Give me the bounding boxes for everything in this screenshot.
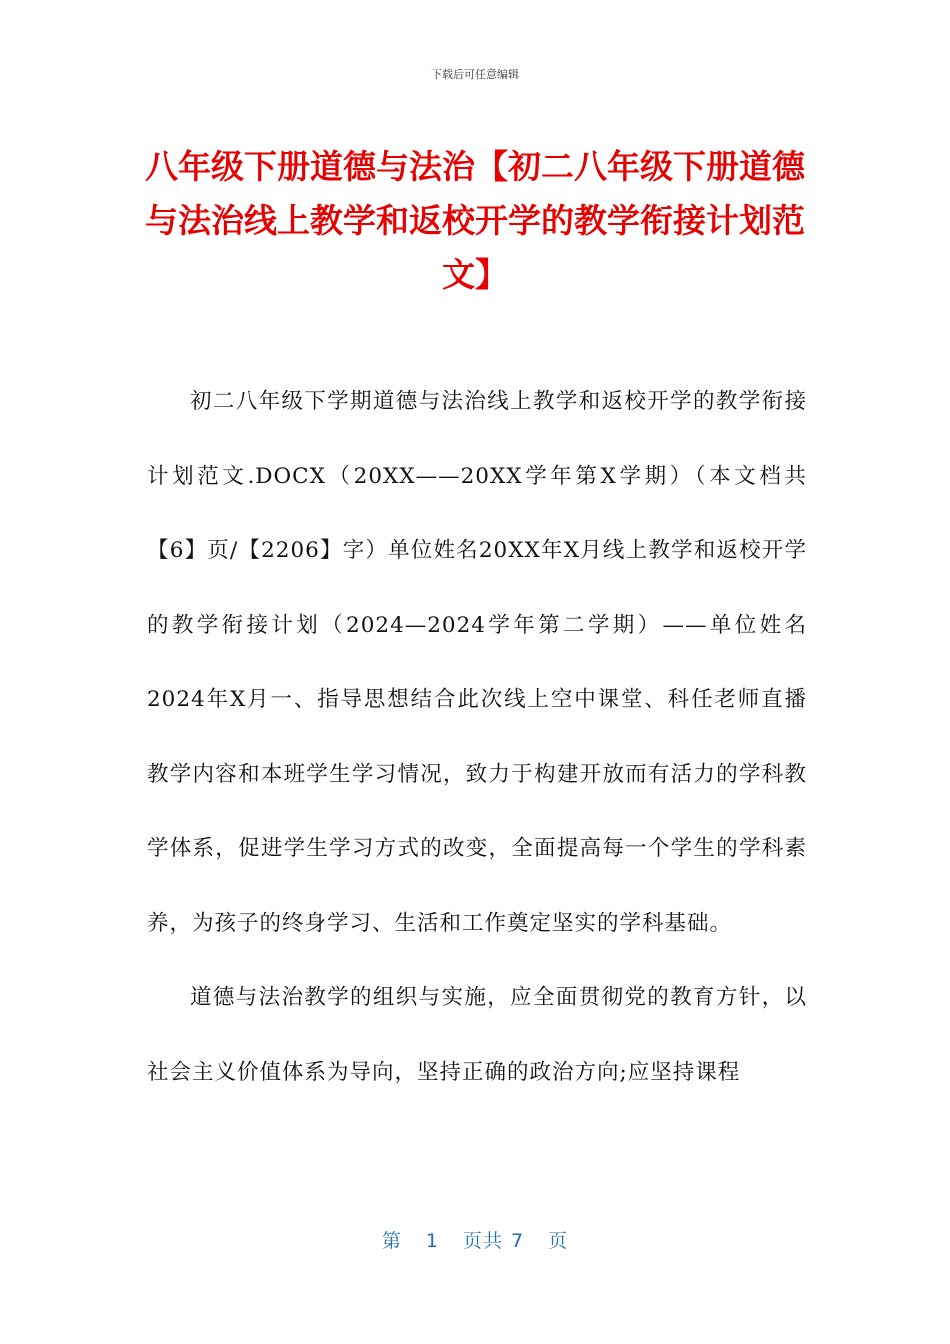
paragraph: 初二八年级下学期道德与法治线上教学和返校开学的教学衔接计划范文.DOCX（20XX——20XX学年第X学期）（本文档共【6】页/【2206】字）单位姓名20XX年X月线上教学和返校开学的教学衔接计划（2024—2024学年第二学期）——单位姓名2024年X月一、指导思想结合此次线上空中课堂、科任老师直播教学内容和本班学生学习情况，致力于构建开放而有活力的学科教学体系，促进学生学习方式的改变，全面提高每一个学生的学科素养，为孩子的终身学习、生活和工作奠定坚实的学科基础。 — [147, 389, 807, 936]
header-note: 下载后可任意编辑 — [431, 68, 519, 81]
document-title: 八年级下册道德与法治【初二八年级下册道德与法治线上教学和返校开学的教学衔接计划范文】 — [145, 147, 805, 294]
document-body — [147, 365, 807, 1110]
footer-page-prefix: 第 — [381, 1230, 402, 1252]
footer-page-middle: 页共 — [462, 1230, 503, 1252]
footer-total-pages: 7 — [511, 1230, 525, 1252]
footer-current-page: 1 — [425, 1230, 439, 1252]
paragraph: 道德与法治教学的组织与实施，应全面贯彻党的教育方针，以社会主义价值体系为导向，坚持正确的政治方向;应坚持课程 — [147, 985, 807, 1085]
footer-page-suffix: 页 — [548, 1230, 569, 1252]
page-footer — [0, 1226, 950, 1253]
